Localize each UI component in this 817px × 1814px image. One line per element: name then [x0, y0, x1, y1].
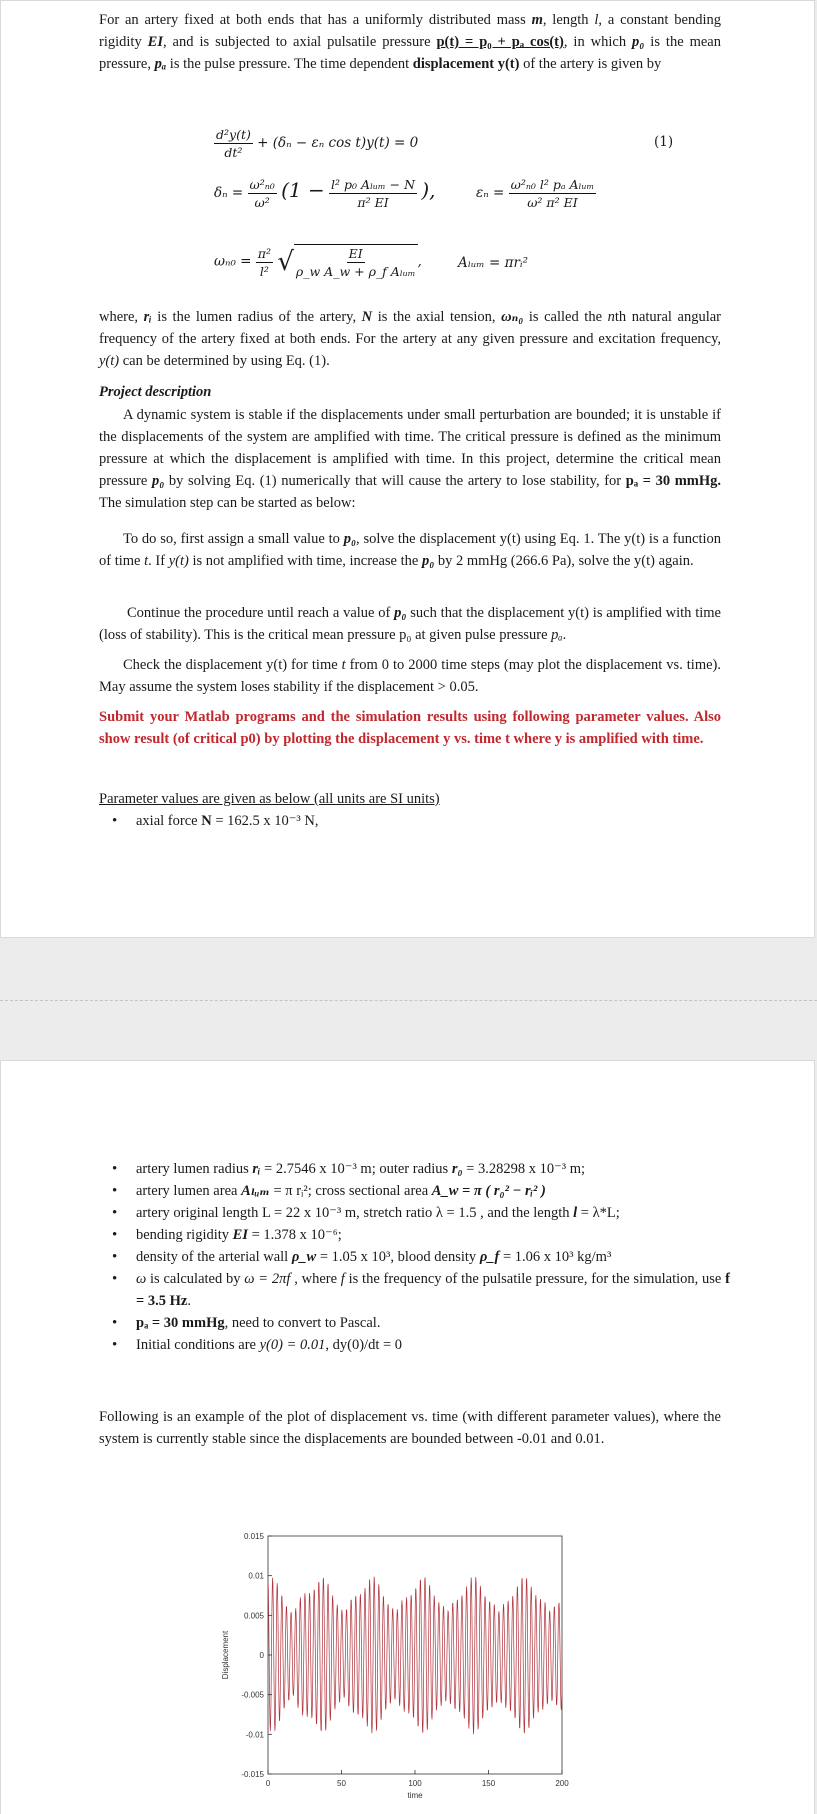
y-axis-label: Displacement: [221, 1630, 230, 1680]
page-separator: [0, 1000, 817, 1001]
equation-delta: δₙ = $\frac{\text{ω²ₙ₀}}{\text{ω²}}$ (1 − $\frac{\text{l² p₀ Aₗᵤₘ − N}}{\text{π² EI}}$ ),: [214, 177, 436, 210]
y-tick-label: -0.005: [241, 1690, 264, 1700]
list-item: • density of the arterial wall ρ_w = 1.05 x 10³, blood density ρ_f = 1.06 x 10³ kg/m³: [108, 1246, 730, 1268]
x-tick-label: 50: [337, 1779, 346, 1788]
plot-area: [268, 1536, 562, 1774]
displacement-chart: [210, 1528, 590, 1814]
continue-paragraph: Continue the procedure until reach a value of p₀ such that the displacement y(t) is amplified with time (loss of stability). This is the critical mean pressure p₀ at given pulse pressure pₐ.: [99, 605, 721, 643]
submit-instructions: Submit your Matlab programs and the simulation results using following parameter values. Also show result (of critical p0) by plotting the displacement y vs. time t where y is amplified with time.: [99, 709, 721, 747]
y-tick-label: -0.015: [241, 1770, 264, 1779]
check-paragraph: Check the displacement y(t) for time t from 0 to 2000 time steps (may plot the displacement vs. time). May assume the system loses stability if the displacement > 0.05.: [99, 657, 721, 695]
x-tick-label: 100: [408, 1779, 422, 1788]
list-item: • ω is calculated by ω = 2πf , where f is the frequency of the pulsatile pressure, for the simulation, use f = 3.5 Hz.: [108, 1268, 730, 1312]
parameter-list-page-1: [108, 810, 730, 832]
x-tick-label: 200: [555, 1779, 569, 1788]
project-description-heading: Project description: [99, 384, 212, 400]
y-tick-label: 0: [259, 1651, 264, 1660]
stability-paragraph: A dynamic system is stable if the displacements under small perturbation are bounded; it is unstable if the displacements of the system are amplified with time. The critical pressure is defined as the minimum pressure at which the displacement is amplified with time. In this project, determine the critical mean pressure p₀ by solving Eq. (1) numerically that will cause the artery to lose stability, for pₐ = 30 mmHg. The simulation step can be started as below:: [99, 407, 722, 511]
x-axis-label: time: [407, 1791, 423, 1800]
y-tick-label: -0.01: [245, 1730, 264, 1740]
equation-alum: Aₗᵤₘ = πrᵢ²: [458, 255, 529, 271]
list-item: • Initial conditions are y(0) = 0.01, dy(0)/dt = 0: [108, 1334, 730, 1356]
parameter-list-page-2: [108, 1158, 730, 1356]
equation-number: (1): [654, 134, 674, 150]
intro-paragraph: For an artery fixed at both ends that has a uniformly distributed mass m, length l, a constant bending rigidity EI, and is subjected to axial pulsatile pressure p(t) = p₀ + pₐ cos(t), in which p₀ is the mean pressure, pₐ is the pulse pressure. The time dependent displacement y(t) of the artery is given by: [99, 12, 721, 72]
where-paragraph: where, rᵢ is the lumen radius of the artery, N is the axial tension, ωₙ₀ is called the nth natural angular frequency of the artery fixed at both ends. For the artery at any given pressure and excitation frequency, y(t) can be determined by using Eq. (1).: [99, 309, 722, 369]
list-item: • artery lumen radius rᵢ = 2.7546 x 10⁻³ m; outer radius r₀ = 3.28298 x 10⁻³ m;: [108, 1158, 730, 1180]
list-item: • axial force N = 162.5 x 10⁻³ N,: [108, 810, 730, 832]
list-item: • artery lumen area Aₗᵤₘ = π rᵢ²; cross sectional area A_w = π ( r₀² − rᵢ² ): [108, 1180, 730, 1202]
x-tick-label: 0: [265, 1779, 271, 1788]
list-item: • bending rigidity EI = 1.378 x 10⁻⁶;: [108, 1224, 730, 1246]
list-item: • artery original length L = 22 x 10⁻³ m, stretch ratio λ = 1.5 , and the length l = λ*L;: [108, 1202, 730, 1224]
y-tick-label: 0.01: [248, 1571, 264, 1581]
equation-epsilon: εₙ = $\frac{\text{ω²ₙ₀ l² pₐ Aₗᵤₘ}}{\text{ω² π² EI}}$: [476, 177, 595, 210]
x-tick-label: 150: [481, 1779, 496, 1788]
parameter-heading: Parameter values are given as below (all units are SI units): [99, 791, 440, 807]
list-item: • pₐ = 30 mmHg, need to convert to Pascal.: [108, 1312, 730, 1334]
example-paragraph: Following is an example of the plot of displacement vs. time (with different parameter values), where the system is currently stable since the displacements are bounded between -0.01 and 0.01.: [99, 1409, 721, 1447]
equation-1: $\frac{\text{d²y(t)}}{\text{dt²}}$ + (δₙ − εₙ cos t)y(t) = 0: [216, 127, 419, 160]
equation-omega: ωₙ₀ = $\frac{\text{π²}}{\text{l²}}$ √ $\frac{EI}{\text{ρ\_w A\_w + ρ\_f Aₗᵤₘ}}$ ,: [214, 245, 422, 279]
y-tick-label: 0.015: [243, 1532, 264, 1541]
procedure-paragraph: To do so, first assign a small value to p₀, solve the displacement y(t) using Eq. 1. The y(t) is a function of time t. If y(t) is not amplified with time, increase the p₀ by 2 mmHg (266.6 Pa), solve the y(t) again.: [99, 531, 722, 569]
y-tick-label: 0.005: [243, 1611, 264, 1621]
